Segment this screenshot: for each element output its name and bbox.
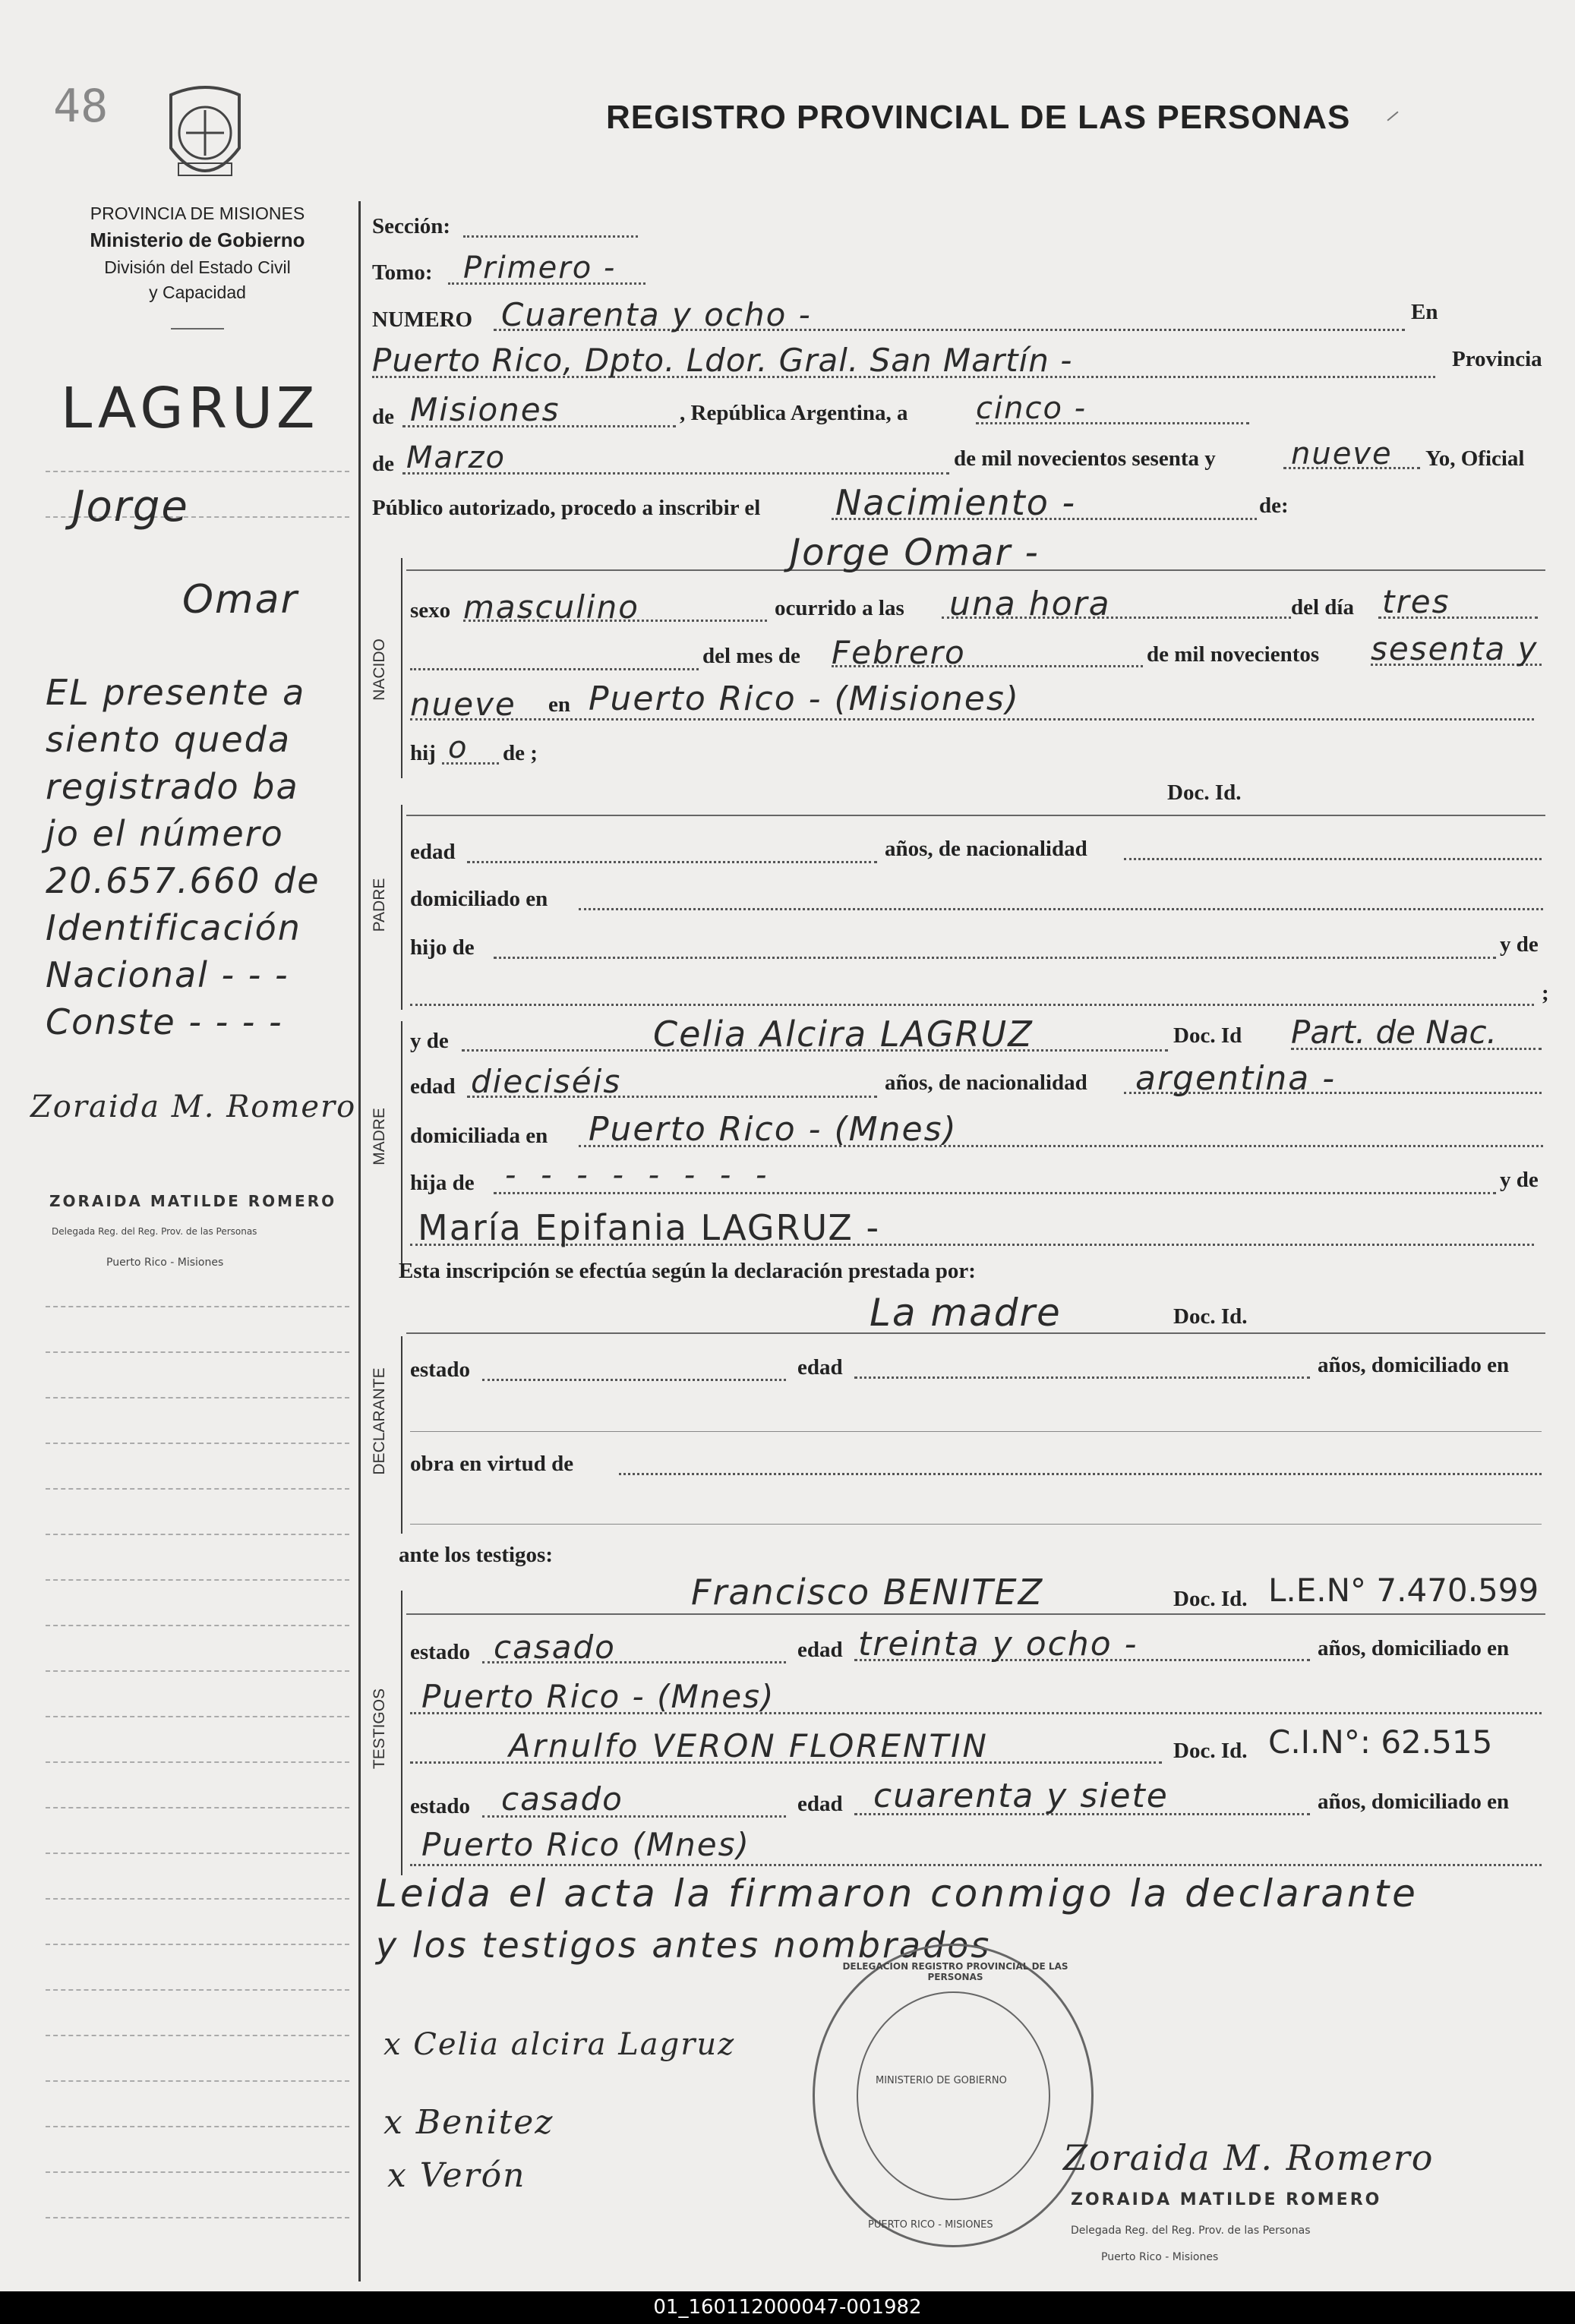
label-padre-hijo: hijo de <box>410 935 475 960</box>
office-line3: División del Estado Civil <box>104 257 291 278</box>
value-t2-estado: casado <box>501 1780 623 1818</box>
signature-official: Zoraida M. Romero <box>1063 2137 1435 2178</box>
signature-mother: x Celia alcira Lagruz <box>383 2027 736 2062</box>
value-anio2: nueve <box>410 686 516 723</box>
label-madre-yde2: y de <box>1500 1168 1539 1192</box>
label-t1-estado: estado <box>410 1640 470 1664</box>
label-madre-anos: años, de nacionalidad <box>885 1071 1087 1095</box>
value-madre-nac: argentina - <box>1135 1059 1337 1098</box>
label-padre-anos: años, de nacionalidad <box>885 837 1087 861</box>
value-lugar: Puerto Rico, Dpto. Ldor. Gral. San Martín - <box>372 342 1073 379</box>
label-sexo: sexo <box>410 598 451 623</box>
margin-stamp-line3: Puerto Rico - Misiones <box>106 1257 224 1269</box>
label-padre-semicolon: ; <box>1542 981 1549 1005</box>
section-testigos: TESTIGOS <box>371 1688 388 1770</box>
margin-note: EL presente a siento queda registrado ba jo el número 20.657.660 de Identificación Nacional - - - Conste - - - - <box>46 672 320 1042</box>
office-line4: y Capacidad <box>149 282 246 303</box>
margin-divider <box>358 201 361 2281</box>
coat-of-arms-icon <box>156 80 254 194</box>
value-numero: Cuarenta y ocho - <box>501 296 812 333</box>
label-ante: ante los testigos: <box>399 1543 553 1567</box>
label-de-1: de <box>372 405 394 429</box>
label-en-nac: en <box>548 692 570 717</box>
office-line1: PROVINCIA DE MISIONES <box>90 203 305 223</box>
seal-outer-text: DELEGACION REGISTRO PROVINCIAL DE LAS PERSONAS <box>842 1961 1068 1982</box>
label-republica: , República Argentina, a <box>680 401 908 425</box>
label-madre-hija: hija de <box>410 1171 475 1195</box>
value-mes-acta: Marzo <box>406 440 506 475</box>
label-de-mil-nov: de mil novecientos <box>1147 642 1320 667</box>
value-anio-acta: nueve <box>1291 437 1393 471</box>
official-stamp-line3: Puerto Rico - Misiones <box>1101 2251 1219 2263</box>
value-madre-dom: Puerto Rico - (Mnes) <box>589 1110 958 1149</box>
value-madre-hija: - - - - - - - - <box>505 1158 775 1193</box>
label-t1-edad: edad <box>797 1638 843 1662</box>
label-decl-edad: edad <box>797 1355 843 1380</box>
value-t2-doc: C.I.N°: 62.515 <box>1268 1723 1493 1761</box>
label-tomo: Tomo: <box>372 260 433 285</box>
value-t2-dom: Puerto Rico (Mnes) <box>421 1826 750 1863</box>
value-tomo: Primero - <box>463 251 617 285</box>
label-padre-doc: Doc. Id. <box>1167 780 1242 805</box>
section-declarante: DECLARANTE <box>371 1367 388 1475</box>
label-madre-dom: domiciliada en <box>410 1124 548 1148</box>
document-title: REGISTRO PROVINCIAL DE LAS PERSONAS <box>606 99 1351 136</box>
value-t2-edad: cuarenta y siete <box>873 1777 1169 1815</box>
value-madre-edad: dieciséis <box>471 1063 622 1100</box>
label-t1-anos: años, domiciliado en <box>1318 1636 1510 1660</box>
margin-first-name: Jorge <box>72 482 189 531</box>
margin-signature: Zoraida M. Romero <box>30 1089 357 1124</box>
label-hijo: hij <box>410 741 436 765</box>
value-t1-dom: Puerto Rico - (Mnes) <box>421 1678 775 1715</box>
label-madre-yde: y de <box>410 1029 449 1053</box>
label-provincia: Provincia <box>1452 347 1542 371</box>
value-t1-edad: treinta y ocho - <box>858 1625 1138 1663</box>
label-decl-estado: estado <box>410 1358 470 1382</box>
label-de-mil: de mil novecientos sesenta y <box>954 446 1216 471</box>
label-madre-doc: Doc. Id <box>1173 1023 1242 1048</box>
label-de-colon: de: <box>1259 493 1289 518</box>
official-seal <box>813 1944 1094 2247</box>
value-t1-nombre: Francisco BENITEZ <box>691 1572 1044 1613</box>
section-madre: MADRE <box>371 1108 388 1165</box>
value-acto: Nacimiento - <box>835 482 1077 523</box>
value-mes: Febrero <box>832 634 966 671</box>
section-padre: PADRE <box>371 878 388 932</box>
label-obra: obra en virtud de <box>410 1452 574 1476</box>
value-lugar-nac: Puerto Rico - (Misiones) <box>589 680 1020 718</box>
label-publico: Público autorizado, procedo a inscribir el <box>372 496 761 520</box>
label-declarante-doc: Doc. Id. <box>1173 1304 1248 1329</box>
value-t2-nombre: Arnulfo VERON FLORENTIN <box>509 1727 989 1764</box>
seal-inner-text: MINISTERIO DE GOBIERNO <box>876 2075 1007 2086</box>
margin-surname: LAGRUZ <box>61 376 320 441</box>
label-numero: NUMERO <box>372 307 473 332</box>
value-t1-estado: casado <box>494 1629 616 1666</box>
label-yo-oficial: Yo, Oficial <box>1425 446 1525 471</box>
closing-line-2: y los testigos antes nombrados <box>376 1925 992 1966</box>
value-hora: una hora <box>949 585 1111 623</box>
value-madre: Celia Alcira LAGRUZ <box>653 1014 1034 1055</box>
label-en: En <box>1411 300 1438 324</box>
image-identifier: 01_160112000047-001982 <box>0 2291 1575 2324</box>
signature-witness-2: x Verón <box>387 2156 526 2195</box>
folio-number: 48 <box>53 80 109 133</box>
value-dia: tres <box>1382 583 1450 620</box>
label-ocurrido: ocurrido a las <box>775 596 904 620</box>
label-de-semicolon: de ; <box>503 741 538 765</box>
label-t2-doc: Doc. Id. <box>1173 1739 1248 1763</box>
label-del-dia: del día <box>1291 595 1354 620</box>
value-abuela: María Epifania LAGRUZ - <box>418 1207 881 1248</box>
value-dia-acta: cinco - <box>976 391 1087 426</box>
label-padre-dom: domiciliado en <box>410 887 548 911</box>
label-seccion: Sección: <box>372 214 451 238</box>
value-nombre: Jorge Omar - <box>790 531 1040 574</box>
label-t2-anos: años, domiciliado en <box>1318 1790 1510 1814</box>
label-t2-edad: edad <box>797 1792 843 1816</box>
label-de-2: de <box>372 452 394 476</box>
value-t1-doc: L.E.N° 7.470.599 <box>1268 1572 1539 1609</box>
official-stamp-line2: Delegada Reg. del Reg. Prov. de las Personas <box>1071 2225 1311 2237</box>
label-padre-edad: edad <box>410 840 456 864</box>
value-hijo: o <box>448 730 469 765</box>
section-nacido: NACIDO <box>371 639 388 701</box>
signature-witness-1: x Benitez <box>383 2103 554 2142</box>
value-madre-doc: Part. de Nac. <box>1291 1014 1497 1051</box>
label-del-mes: del mes de <box>702 644 800 668</box>
label-decl-anos: años, domiciliado en <box>1318 1353 1510 1377</box>
label-esta-inscripcion: Esta inscripción se efectúa según la declaración prestada por: <box>399 1259 976 1283</box>
margin-stamp-line2: Delegada Reg. del Reg. Prov. de las Personas <box>52 1226 257 1237</box>
value-sexo: masculino <box>463 588 639 626</box>
value-anio: sesenta y <box>1371 630 1539 667</box>
margin-middle-name: Omar <box>182 577 298 623</box>
closing-line-1: Leida el acta la firmaron conmigo la declarante <box>376 1871 1419 1916</box>
office-line2: Ministerio de Gobierno <box>90 229 305 252</box>
label-padre-yde: y de <box>1500 932 1539 957</box>
value-declarante: La madre <box>870 1291 1062 1335</box>
label-madre-edad: edad <box>410 1074 456 1099</box>
seal-place-text: PUERTO RICO - MISIONES <box>868 2219 993 2231</box>
margin-stamp-name: ZORAIDA MATILDE ROMERO <box>49 1192 337 1210</box>
official-stamp-name: ZORAIDA MATILDE ROMERO <box>1071 2190 1382 2209</box>
value-provincia: Misiones <box>410 391 560 428</box>
label-t1-doc: Doc. Id. <box>1173 1587 1248 1611</box>
office-header <box>46 201 349 306</box>
label-t2-estado: estado <box>410 1794 470 1818</box>
